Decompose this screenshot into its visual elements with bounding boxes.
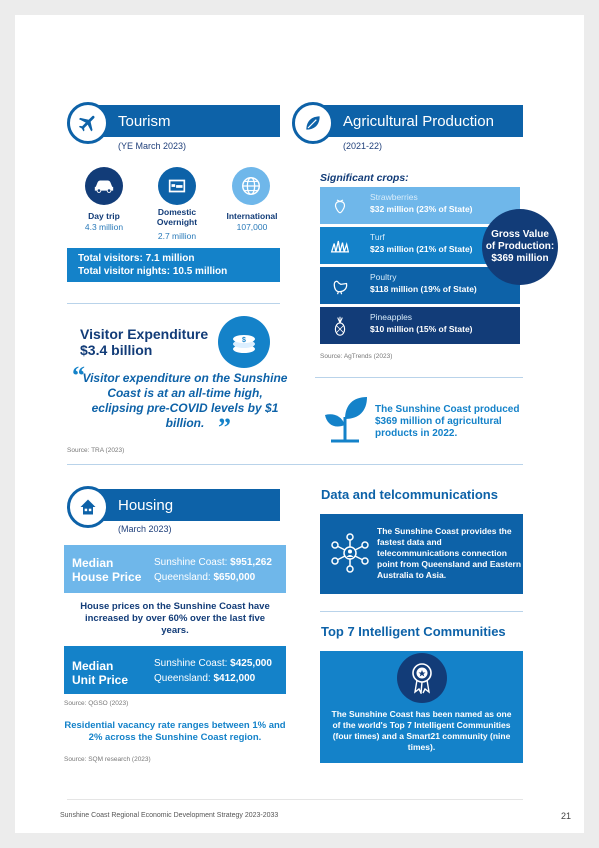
gross-value-badge bbox=[482, 209, 558, 285]
stat-value-domestic: 2.7 million bbox=[157, 231, 197, 241]
total-visitors: Total visitors: 7.1 million bbox=[78, 253, 195, 264]
network-icon bbox=[330, 533, 370, 578]
crop-value: $23 million (21% of State) bbox=[370, 244, 473, 254]
crop-value: $32 million (23% of State) bbox=[370, 204, 473, 214]
gross-line2: of Production: bbox=[485, 241, 555, 252]
house-note: House prices on the Sunshine Coast have increased by over 60% over the last five years. bbox=[80, 601, 270, 636]
agriculture-header bbox=[315, 105, 523, 137]
source-sqm: Source: SQM research (2023) bbox=[64, 756, 151, 763]
page-number: 21 bbox=[561, 811, 572, 821]
divider bbox=[67, 464, 523, 465]
intelligent-text: The Sunshine Coast has been named as one of the world's Top 7 Intelligent Communities (four times) and a Smart21 community (nine times). bbox=[331, 709, 512, 752]
qld-label: Queensland: bbox=[154, 673, 214, 684]
divider bbox=[320, 611, 523, 612]
sc-unit-value: $425,000 bbox=[230, 658, 272, 669]
median-unit-title-1: Median bbox=[72, 659, 114, 673]
data-telco-text: The Sunshine Coast provides the fastest data and telecommunications connection point from Queensland and Eastern Australia to Asia. bbox=[377, 526, 522, 580]
source-tra: Source: TRA (2023) bbox=[67, 447, 125, 454]
expenditure-quote: Visitor expenditure on the Sunshine Coast is at an all-time high, eclipsing pre-COVID levels by $1 billion. bbox=[82, 371, 288, 430]
crops-heading: Significant crops: bbox=[320, 172, 409, 184]
qld-house-value: $650,000 bbox=[213, 572, 256, 583]
median-house-box bbox=[64, 545, 286, 593]
page bbox=[15, 15, 584, 833]
bed-icon bbox=[158, 167, 196, 205]
produced-text: The Sunshine Coast produced $369 million of agricultural products in 2022. bbox=[375, 404, 520, 439]
leaf-icon bbox=[292, 102, 334, 144]
sprout-icon bbox=[321, 393, 369, 448]
expenditure-value: $3.4 billion bbox=[80, 342, 153, 358]
footer-title: Sunshine Coast Regional Economic Development Strategy 2023-2033 bbox=[60, 812, 279, 819]
stat-label-domestic: Domestic Overnight bbox=[156, 207, 198, 227]
expenditure-title: Visitor Expenditure bbox=[80, 326, 209, 342]
car-icon bbox=[85, 167, 123, 205]
crop-name: Poultry bbox=[370, 272, 397, 282]
stat-value-day-trip: 4.3 million bbox=[84, 222, 124, 232]
agriculture-title: Agricultural Production bbox=[343, 112, 494, 130]
crop-strawberries bbox=[320, 187, 520, 224]
median-house-title-2: House Price bbox=[72, 570, 142, 584]
crop-name: Pineapples bbox=[370, 312, 413, 322]
crop-poultry bbox=[320, 267, 520, 304]
intelligent-heading: Top 7 Intelligent Communities bbox=[321, 624, 506, 639]
crop-name: Strawberries bbox=[370, 192, 418, 202]
sc-label: Sunshine Coast: bbox=[154, 557, 231, 568]
gross-line3: $369 million bbox=[491, 253, 549, 264]
turf-icon bbox=[320, 227, 360, 264]
tourism-title: Tourism bbox=[118, 112, 171, 130]
stat-label-day-trip: Day trip bbox=[88, 211, 120, 221]
crop-pineapples bbox=[320, 307, 520, 344]
crop-name: Turf bbox=[370, 232, 385, 242]
gross-line1: Gross Value bbox=[491, 229, 549, 240]
strawberry-icon bbox=[320, 187, 360, 224]
stat-value-international: 107,000 bbox=[236, 222, 268, 232]
footer-divider bbox=[67, 799, 523, 800]
qld-unit-value: $412,000 bbox=[213, 673, 256, 684]
sc-house-value: $951,262 bbox=[230, 557, 272, 568]
divider bbox=[315, 377, 523, 378]
totals-box bbox=[67, 248, 280, 282]
housing-subtitle: (March 2023) bbox=[118, 524, 172, 534]
housing-header bbox=[90, 489, 280, 521]
chicken-icon bbox=[320, 267, 360, 304]
intelligent-box bbox=[320, 651, 523, 763]
pineapple-icon bbox=[320, 307, 360, 344]
tourism-header bbox=[90, 105, 280, 137]
housing-title: Housing bbox=[118, 496, 174, 514]
crop-value: $118 million (19% of State) bbox=[370, 284, 477, 294]
stat-label-international: International bbox=[226, 211, 278, 221]
median-unit-title-2: Unit Price bbox=[72, 673, 129, 687]
vacancy-text: Residential vacancy rate ranges between 1% and 2% across the Sunshine Coast region. bbox=[64, 720, 286, 743]
data-telco-heading: Data and telcommunications bbox=[321, 487, 498, 502]
total-nights: Total visitor nights: 10.5 million bbox=[78, 266, 228, 277]
quote-open-icon: “ bbox=[72, 361, 85, 390]
source-qgso: Source: QGSO (2023) bbox=[64, 700, 129, 707]
source-agtrends: Source: AgTrends (2023) bbox=[320, 353, 393, 360]
award-icon bbox=[397, 653, 447, 703]
tourism-subtitle: (YE March 2023) bbox=[118, 141, 187, 151]
median-unit-box bbox=[64, 646, 286, 694]
crop-value: $10 million (15% of State) bbox=[370, 324, 473, 334]
plane-icon bbox=[67, 102, 109, 144]
qld-label: Queensland: bbox=[154, 572, 214, 583]
median-house-title-1: Median bbox=[72, 556, 114, 570]
globe-icon bbox=[232, 167, 270, 205]
agriculture-subtitle: (2021-22) bbox=[343, 141, 383, 151]
divider bbox=[67, 303, 280, 304]
sc-label: Sunshine Coast: bbox=[154, 658, 231, 669]
coins-icon bbox=[218, 316, 270, 368]
data-telco-box bbox=[320, 514, 523, 594]
svg-text:$: $ bbox=[242, 337, 246, 344]
quote-close-icon: ” bbox=[218, 413, 231, 442]
house-icon bbox=[67, 486, 109, 528]
